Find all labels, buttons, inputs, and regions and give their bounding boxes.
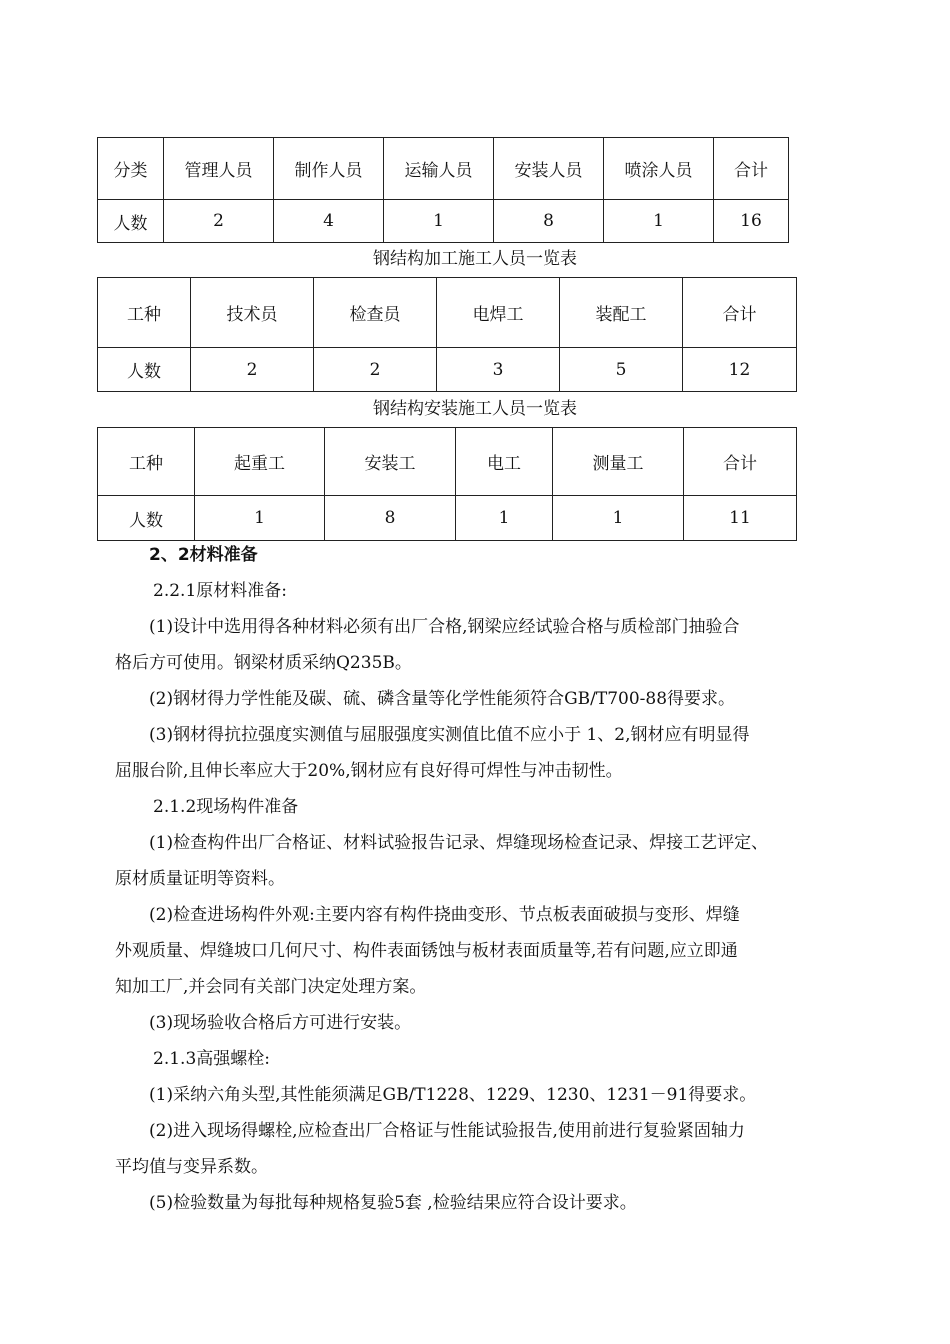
- table-cell: 运输人员: [384, 138, 494, 200]
- table-cell: 3: [437, 348, 560, 392]
- table-cell: 人数: [98, 496, 195, 541]
- section-heading: 2、2材料准备: [149, 545, 258, 565]
- table-cell: 人数: [98, 200, 164, 243]
- table-cell: 安装工: [325, 428, 456, 496]
- table-cell: 1: [384, 200, 494, 243]
- paragraph-line: (3)钢材得抗拉强度实测值与屈服强度实测值比值不应小于 1、2,钢材应有明显得: [149, 725, 750, 745]
- table-cell: 测量工: [553, 428, 684, 496]
- paragraph-line: (2)进入现场得螺栓,应检查出厂合格证与性能试验报告,使用前进行复验紧固轴力: [149, 1121, 745, 1141]
- table-cell: 合计: [683, 278, 797, 348]
- table-cell: 1: [195, 496, 325, 541]
- paragraph-line: 平均值与变异系数。: [115, 1157, 268, 1177]
- table-cell: 起重工: [195, 428, 325, 496]
- table-cell: 电焊工: [437, 278, 560, 348]
- table-cell: 8: [494, 200, 604, 243]
- installation-staff-table: [97, 427, 797, 541]
- paragraph-line: (1)设计中选用得各种材料必须有出厂合格,钢梁应经试验合格与质检部门抽验合: [149, 617, 740, 637]
- paragraph-line: 屈服台阶,且伸长率应大于20%,钢材应有良好得可焊性与冲击韧性。: [115, 761, 623, 781]
- paragraph-line: 知加工厂,并会同有关部门决定处理方案。: [115, 977, 427, 997]
- paragraph-line: (1)检查构件出厂合格证、材料试验报告记录、焊缝现场检查记录、焊接工艺评定、: [149, 833, 769, 853]
- paragraph-line: (1)采纳六角头型,其性能须满足GB/T1228、1229、1230、1231－91得要求。: [149, 1085, 757, 1105]
- table-caption: 钢结构加工施工人员一览表: [373, 249, 577, 269]
- table-cell: 8: [325, 496, 456, 541]
- table-cell: 1: [604, 200, 714, 243]
- paragraph-line: (2)检查进场构件外观:主要内容有构件挠曲变形、节点板表面破损与变形、焊缝: [149, 905, 740, 925]
- table-cell: 工种: [98, 428, 195, 496]
- table-row: [98, 496, 797, 541]
- table-cell: 5: [560, 348, 683, 392]
- paragraph-line: 外观质量、焊缝坡口几何尺寸、构件表面锈蚀与板材表面质量等,若有问题,应立即通: [115, 941, 738, 961]
- table-row: [98, 200, 789, 243]
- table-cell: 2: [191, 348, 314, 392]
- subsection-title: 2.1.2现场构件准备: [153, 797, 299, 817]
- table-cell: 工种: [98, 278, 191, 348]
- table-cell: 人数: [98, 348, 191, 392]
- table-cell: 分类: [98, 138, 164, 200]
- table-row: [98, 348, 797, 392]
- table-header-row: [98, 428, 797, 496]
- table-cell: 合计: [684, 428, 797, 496]
- table-cell: 4: [274, 200, 384, 243]
- table-cell: 装配工: [560, 278, 683, 348]
- table-header-row: [98, 278, 797, 348]
- table-cell: 制作人员: [274, 138, 384, 200]
- paragraph-line: 格后方可使用。钢梁材质采纳Q235B。: [115, 653, 412, 673]
- paragraph-line: 原材质量证明等资料。: [115, 869, 285, 889]
- paragraph-line: (5)检验数量为每批每种规格复验5套 ,检验结果应符合设计要求。: [149, 1193, 637, 1213]
- table-cell: 管理人员: [164, 138, 274, 200]
- table-cell: 合计: [714, 138, 789, 200]
- paragraph-line: (3)现场验收合格后方可进行安装。: [149, 1013, 412, 1033]
- table-cell: 11: [684, 496, 797, 541]
- subsection-title: 2.2.1原材料准备:: [153, 581, 287, 601]
- table-cell: 2: [164, 200, 274, 243]
- section-body: [115, 537, 860, 1221]
- table-cell: 检查员: [314, 278, 437, 348]
- table-cell: 安装人员: [494, 138, 604, 200]
- table-cell: 技术员: [191, 278, 314, 348]
- staff-category-table: [97, 137, 789, 243]
- table-caption: 钢结构安装施工人员一览表: [373, 399, 577, 419]
- table-cell: 喷涂人员: [604, 138, 714, 200]
- table-header-row: [98, 138, 789, 200]
- table-cell: 2: [314, 348, 437, 392]
- table-cell: 1: [553, 496, 684, 541]
- table-cell: 12: [683, 348, 797, 392]
- processing-staff-table: [97, 277, 797, 392]
- table-cell: 16: [714, 200, 789, 243]
- table-cell: 电工: [456, 428, 553, 496]
- table-cell: 1: [456, 496, 553, 541]
- subsection-title: 2.1.3高强螺栓:: [153, 1049, 270, 1069]
- paragraph-line: (2)钢材得力学性能及碳、硫、磷含量等化学性能须符合GB/T700-88得要求。: [149, 689, 736, 709]
